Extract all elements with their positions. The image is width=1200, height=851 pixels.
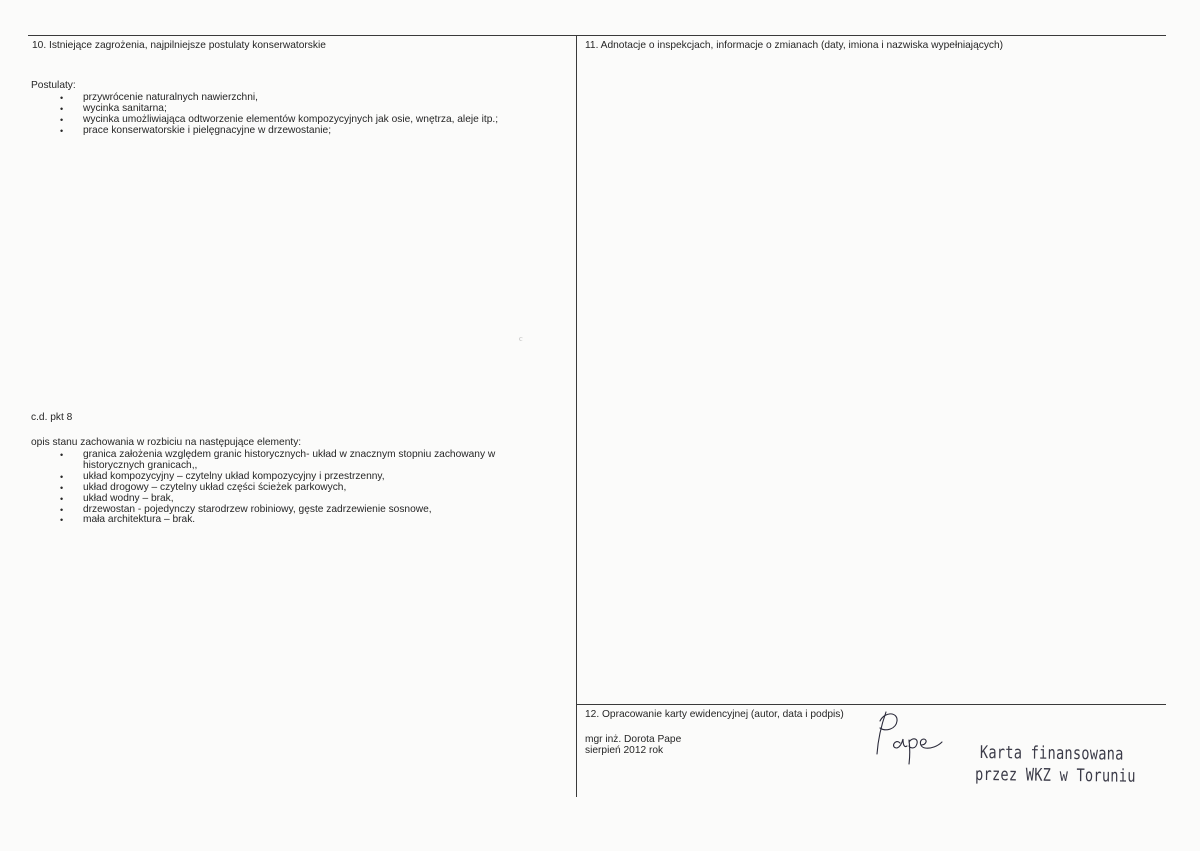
section-12-title: 12. Opracowanie karty ewidencyjnej (autor, data i podpis): [585, 709, 844, 720]
stray-mark: c: [519, 334, 523, 343]
section-12-rule: [576, 704, 1166, 705]
list-item: • drzewostan - pojedynczy starodrzew robiniowy, gęste zadrzewienie sosnowe,: [31, 505, 551, 516]
list-item: • wycinka umożliwiająca odtworzenie elementów kompozycyjnych jak osie, wnętrza, aleje itp.;: [31, 115, 561, 126]
list-item: • układ drogowy – czytelny układ części ścieżek parkowych,: [31, 483, 551, 494]
list-item: • układ wodny – brak,: [31, 494, 551, 505]
list-item: • przywrócenie naturalnych nawierzchni,: [31, 93, 561, 104]
list-item: • mała architektura – brak.: [31, 515, 551, 526]
elementy-list: [31, 450, 551, 526]
opis-heading: opis stanu zachowania w rozbiciu na następujące elementy:: [31, 437, 302, 448]
column-divider: [576, 35, 577, 797]
cd-label: c.d. pkt 8: [31, 412, 73, 423]
author-block: [585, 734, 681, 756]
list-item: • wycinka sanitarna;: [31, 104, 561, 115]
stamp-line-2: przez WKZ w Toruniu: [975, 764, 1136, 787]
funding-stamp: [975, 742, 1136, 788]
postulaty-list: [31, 93, 561, 137]
list-item: • układ kompozycyjny – czytelny układ kompozycyjny i przestrzenny,: [31, 472, 551, 483]
top-rule: [28, 35, 1166, 36]
stamp-line-1: Karta finansowana: [979, 742, 1124, 765]
section-10-title: 10. Istniejące zagrożenia, najpilniejsze postulaty konserwatorskie: [32, 40, 326, 51]
section-11-title: 11. Adnotacje o inspekcjach, informacje o zmianach (daty, imiona i nazwiska wypełniających): [585, 40, 1004, 51]
list-item: • granica założenia względem granic historycznych- układ w znacznym stopniu zachowany w historycznych granicach,,: [31, 450, 551, 472]
list-item: • prace konserwatorskie i pielęgnacyjne w drzewostanie;: [31, 126, 561, 137]
signature-image: [868, 708, 948, 768]
author-date: sierpień 2012 rok: [585, 745, 664, 756]
author-name: mgr inż. Dorota Pape: [585, 734, 682, 745]
postulaty-heading: Postulaty:: [31, 80, 76, 91]
